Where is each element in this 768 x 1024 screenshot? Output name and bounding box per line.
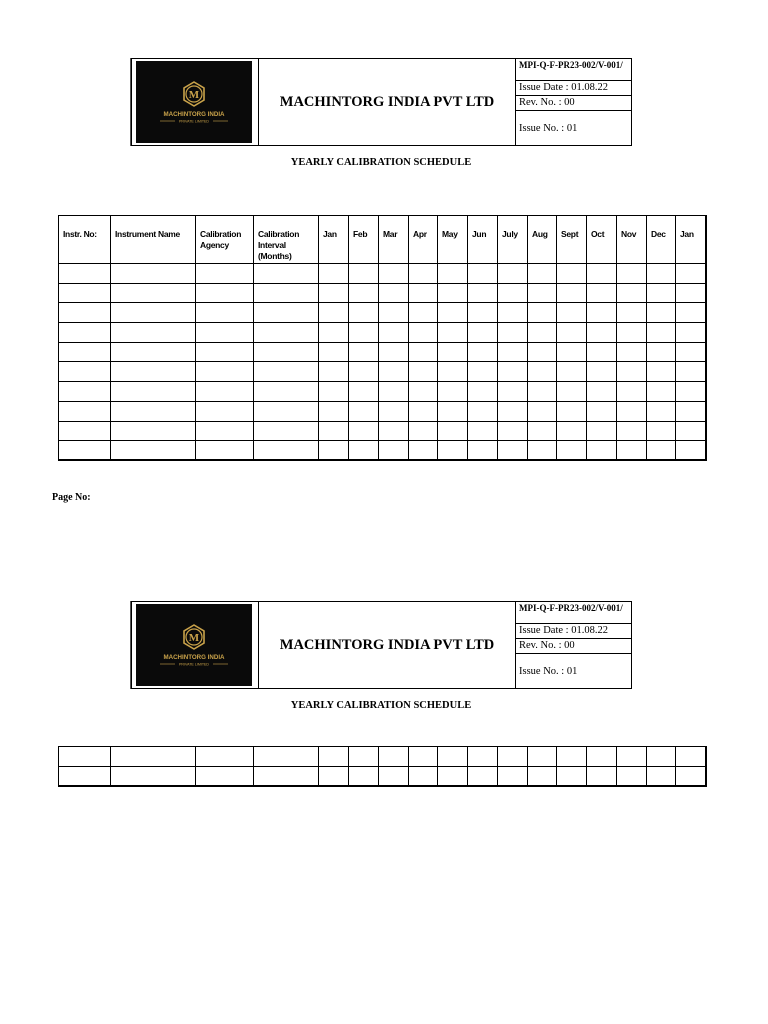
table-cell[interactable]: [468, 441, 498, 461]
table-cell[interactable]: [379, 401, 409, 421]
table-cell[interactable]: [409, 303, 438, 323]
table-cell[interactable]: [409, 766, 438, 786]
table-cell[interactable]: [438, 342, 468, 362]
table-cell[interactable]: [617, 264, 647, 284]
table-cell[interactable]: [196, 362, 254, 382]
table-cell[interactable]: [498, 421, 528, 441]
column-header: Mar: [379, 216, 409, 264]
company-logo: [136, 61, 252, 143]
rev-no: Rev. No. : 00: [516, 96, 631, 111]
table-cell[interactable]: [468, 747, 498, 767]
table-cell[interactable]: [254, 283, 319, 303]
calibration-table-continued: [58, 746, 707, 787]
table-cell[interactable]: [349, 264, 379, 284]
table-cell[interactable]: [59, 323, 111, 343]
table-cell[interactable]: [587, 362, 617, 382]
table-cell[interactable]: [379, 323, 409, 343]
table-cell[interactable]: [676, 362, 706, 382]
company-name: MACHINTORG INDIA PVT LTD: [259, 59, 516, 145]
table-cell[interactable]: [617, 382, 647, 402]
table-cell[interactable]: [557, 342, 587, 362]
table-cell[interactable]: [319, 283, 349, 303]
column-header: Nov: [617, 216, 647, 264]
table-cell[interactable]: [196, 401, 254, 421]
table-cell[interactable]: [111, 401, 196, 421]
table-cell[interactable]: [438, 766, 468, 786]
table-cell[interactable]: [557, 303, 587, 323]
table-cell[interactable]: [617, 766, 647, 786]
table-cell[interactable]: [676, 342, 706, 362]
table-cell[interactable]: [468, 303, 498, 323]
table-cell[interactable]: [349, 323, 379, 343]
document-header: [131, 58, 632, 146]
table-row: [59, 342, 706, 362]
table-cell[interactable]: [587, 382, 617, 402]
table-cell[interactable]: [528, 766, 557, 786]
column-header: Calibration Interval (Months): [254, 216, 319, 264]
table-row: [59, 323, 706, 343]
table-cell[interactable]: [379, 342, 409, 362]
table-cell[interactable]: [557, 421, 587, 441]
table-cell[interactable]: [617, 283, 647, 303]
table-cell[interactable]: [438, 283, 468, 303]
table-cell[interactable]: [409, 441, 438, 461]
column-header: Instrument Name: [111, 216, 196, 264]
table-cell[interactable]: [647, 362, 676, 382]
logo-letter: M: [188, 89, 200, 101]
table-cell[interactable]: [349, 283, 379, 303]
column-header: Jan: [676, 216, 706, 264]
table-cell[interactable]: [254, 421, 319, 441]
table-cell[interactable]: [111, 382, 196, 402]
table-cell[interactable]: [379, 283, 409, 303]
table-cell[interactable]: [59, 766, 111, 786]
calibration-table: [58, 215, 707, 461]
table-cell[interactable]: [59, 421, 111, 441]
table-cell[interactable]: [617, 342, 647, 362]
table-cell[interactable]: [111, 283, 196, 303]
table-cell[interactable]: [438, 747, 468, 767]
table-cell[interactable]: [468, 323, 498, 343]
table-cell[interactable]: [528, 441, 557, 461]
table-cell[interactable]: [676, 323, 706, 343]
table-cell[interactable]: [59, 382, 111, 402]
table-cell[interactable]: [379, 264, 409, 284]
table-cell[interactable]: [468, 382, 498, 402]
table-cell[interactable]: [111, 441, 196, 461]
table-cell[interactable]: [498, 264, 528, 284]
table-cell[interactable]: [676, 264, 706, 284]
table-cell[interactable]: [647, 747, 676, 767]
table-cell[interactable]: [438, 401, 468, 421]
table-cell[interactable]: [319, 401, 349, 421]
table-cell[interactable]: [617, 362, 647, 382]
column-header: Sept: [557, 216, 587, 264]
table-cell[interactable]: [676, 303, 706, 323]
company-name: MACHINTORG INDIA PVT LTD: [259, 602, 516, 688]
table-cell[interactable]: [349, 382, 379, 402]
table-cell[interactable]: [254, 747, 319, 767]
issue-date: Issue Date : 01.08.22: [516, 624, 631, 639]
table-cell[interactable]: [438, 382, 468, 402]
table-cell[interactable]: [409, 342, 438, 362]
table-cell[interactable]: [111, 303, 196, 323]
table-cell[interactable]: [528, 303, 557, 323]
document-meta: [516, 59, 631, 145]
table-cell[interactable]: [498, 323, 528, 343]
table-cell[interactable]: [254, 401, 319, 421]
table-cell[interactable]: [409, 323, 438, 343]
table-cell[interactable]: [587, 421, 617, 441]
table-cell[interactable]: [676, 747, 706, 767]
table-cell[interactable]: [617, 441, 647, 461]
table-cell[interactable]: [647, 421, 676, 441]
table-row: [59, 441, 706, 461]
table-cell[interactable]: [319, 766, 349, 786]
table-cell[interactable]: [59, 283, 111, 303]
table-cell[interactable]: [498, 303, 528, 323]
table-cell[interactable]: [59, 401, 111, 421]
doc-code: MPI-Q-F-PR23-002/V-001/: [516, 59, 631, 81]
table-cell[interactable]: [498, 342, 528, 362]
table-cell[interactable]: [319, 342, 349, 362]
column-header: Dec: [647, 216, 676, 264]
table-row: [59, 264, 706, 284]
table-cell[interactable]: [676, 401, 706, 421]
table-cell[interactable]: [676, 441, 706, 461]
table-cell[interactable]: [319, 264, 349, 284]
column-header: Aug: [528, 216, 557, 264]
table-cell[interactable]: [379, 303, 409, 323]
table-cell[interactable]: [196, 421, 254, 441]
table-cell[interactable]: [676, 421, 706, 441]
table-cell[interactable]: [468, 342, 498, 362]
page-number-label: Page No:: [52, 492, 91, 503]
table-cell[interactable]: [647, 401, 676, 421]
table-cell[interactable]: [557, 441, 587, 461]
table-cell[interactable]: [617, 323, 647, 343]
table-cell[interactable]: [528, 323, 557, 343]
table-cell[interactable]: [647, 283, 676, 303]
table-cell[interactable]: [587, 747, 617, 767]
table-cell[interactable]: [59, 342, 111, 362]
table-cell[interactable]: [379, 747, 409, 767]
table-cell[interactable]: [379, 441, 409, 461]
table-cell[interactable]: [617, 747, 647, 767]
table-cell[interactable]: [676, 283, 706, 303]
table-cell[interactable]: [647, 766, 676, 786]
table-cell[interactable]: [409, 421, 438, 441]
table-cell[interactable]: [196, 283, 254, 303]
table-cell[interactable]: [111, 766, 196, 786]
doc-code: MPI-Q-F-PR23-002/V-001/: [516, 602, 631, 624]
column-header: Feb: [349, 216, 379, 264]
table-cell[interactable]: [111, 421, 196, 441]
table-cell[interactable]: [468, 421, 498, 441]
column-header: July: [498, 216, 528, 264]
table-cell[interactable]: [196, 264, 254, 284]
table-cell[interactable]: [647, 264, 676, 284]
table-cell[interactable]: [528, 747, 557, 767]
column-header: Jan: [319, 216, 349, 264]
table-cell[interactable]: [498, 382, 528, 402]
table-row: [59, 283, 706, 303]
table-row: [59, 747, 706, 767]
table-cell[interactable]: [59, 362, 111, 382]
table-cell[interactable]: [498, 766, 528, 786]
table-cell[interactable]: [111, 264, 196, 284]
table-cell[interactable]: [438, 421, 468, 441]
table-cell[interactable]: [617, 421, 647, 441]
document-header-page-2: [131, 601, 632, 689]
table-cell[interactable]: [587, 342, 617, 362]
column-header: Jun: [468, 216, 498, 264]
table-cell[interactable]: [528, 283, 557, 303]
issue-date: Issue Date : 01.08.22: [516, 81, 631, 96]
table-cell[interactable]: [617, 401, 647, 421]
table-cell[interactable]: [468, 264, 498, 284]
table-cell[interactable]: [528, 382, 557, 402]
rev-no: Rev. No. : 00: [516, 639, 631, 654]
table-row: [59, 382, 706, 402]
table-cell[interactable]: [498, 283, 528, 303]
column-header: May: [438, 216, 468, 264]
table-cell[interactable]: [498, 747, 528, 767]
column-header: Calibration Agency: [196, 216, 254, 264]
table-cell[interactable]: [319, 441, 349, 461]
logo-text: MACHINTORG INDIA: [163, 654, 225, 661]
table-cell[interactable]: [438, 323, 468, 343]
table-cell[interactable]: [498, 362, 528, 382]
table-cell[interactable]: [409, 401, 438, 421]
table-cell[interactable]: [528, 264, 557, 284]
table-cell[interactable]: [557, 382, 587, 402]
table-cell[interactable]: [349, 362, 379, 382]
table-cell[interactable]: [349, 303, 379, 323]
table-cell[interactable]: [111, 747, 196, 767]
table-cell[interactable]: [379, 421, 409, 441]
table-cell[interactable]: [468, 766, 498, 786]
table-cell[interactable]: [254, 766, 319, 786]
issue-no: Issue No. : 01: [519, 122, 578, 134]
table-cell[interactable]: [254, 362, 319, 382]
table-cell[interactable]: [254, 264, 319, 284]
table-cell[interactable]: [196, 441, 254, 461]
table-cell[interactable]: [587, 283, 617, 303]
table-cell[interactable]: [528, 401, 557, 421]
logo-subtext: PRIVATE LIMITED: [178, 662, 210, 667]
table-cell[interactable]: [349, 401, 379, 421]
table-header-row: [59, 216, 706, 264]
table-cell[interactable]: [349, 342, 379, 362]
table-cell[interactable]: [498, 401, 528, 421]
table-cell[interactable]: [587, 766, 617, 786]
table-cell[interactable]: [647, 342, 676, 362]
table-cell[interactable]: [111, 323, 196, 343]
issue-no: Issue No. : 01: [519, 665, 578, 677]
table-cell[interactable]: [587, 303, 617, 323]
table-cell[interactable]: [196, 766, 254, 786]
table-cell[interactable]: [468, 283, 498, 303]
table-row: [59, 401, 706, 421]
table-cell[interactable]: [528, 362, 557, 382]
table-cell[interactable]: [111, 362, 196, 382]
table-cell[interactable]: [438, 441, 468, 461]
table-cell[interactable]: [647, 382, 676, 402]
table-cell[interactable]: [196, 747, 254, 767]
table-cell[interactable]: [111, 342, 196, 362]
logo-emblem-icon: [136, 61, 252, 145]
document-meta: [516, 602, 631, 688]
table-cell[interactable]: [319, 303, 349, 323]
table-cell[interactable]: [438, 264, 468, 284]
table-cell[interactable]: [557, 264, 587, 284]
table-cell[interactable]: [196, 303, 254, 323]
table-cell[interactable]: [557, 362, 587, 382]
table-cell[interactable]: [409, 362, 438, 382]
table-cell[interactable]: [254, 382, 319, 402]
table-cell[interactable]: [319, 747, 349, 767]
table-cell[interactable]: [319, 323, 349, 343]
table-cell[interactable]: [349, 441, 379, 461]
table-cell[interactable]: [557, 323, 587, 343]
table-cell[interactable]: [59, 747, 111, 767]
table-row: [59, 362, 706, 382]
table-cell[interactable]: [59, 303, 111, 323]
table-cell[interactable]: [349, 747, 379, 767]
table-cell[interactable]: [59, 264, 111, 284]
table-cell[interactable]: [647, 303, 676, 323]
table-cell[interactable]: [587, 441, 617, 461]
table-cell[interactable]: [409, 747, 438, 767]
table-cell[interactable]: [528, 342, 557, 362]
table-cell[interactable]: [254, 323, 319, 343]
table-cell[interactable]: [468, 401, 498, 421]
table-cell[interactable]: [349, 421, 379, 441]
table-cell[interactable]: [196, 323, 254, 343]
table-cell[interactable]: [498, 441, 528, 461]
page-title: YEARLY CALIBRATION SCHEDULE: [290, 700, 472, 711]
table-cell[interactable]: [647, 441, 676, 461]
table-cell[interactable]: [319, 362, 349, 382]
table-cell[interactable]: [409, 382, 438, 402]
company-logo: [136, 604, 252, 686]
column-header: Instr. No:: [59, 216, 111, 264]
column-header: Oct: [587, 216, 617, 264]
table-cell[interactable]: [349, 766, 379, 786]
logo-letter: M: [188, 632, 200, 644]
table-cell[interactable]: [587, 323, 617, 343]
table-row: [59, 766, 706, 786]
table-row: [59, 303, 706, 323]
table-cell[interactable]: [196, 342, 254, 362]
table-cell[interactable]: [587, 264, 617, 284]
table-cell[interactable]: [528, 421, 557, 441]
table-cell[interactable]: [557, 283, 587, 303]
table-cell[interactable]: [379, 766, 409, 786]
table-cell[interactable]: [319, 382, 349, 402]
logo-subtext: PRIVATE LIMITED: [178, 119, 210, 124]
table-cell[interactable]: [468, 362, 498, 382]
logo-text: MACHINTORG INDIA: [163, 111, 225, 118]
logo-emblem-icon: [136, 604, 252, 688]
table-cell[interactable]: [557, 401, 587, 421]
table-cell[interactable]: [438, 362, 468, 382]
table-cell[interactable]: [254, 441, 319, 461]
table-cell[interactable]: [438, 303, 468, 323]
table-cell[interactable]: [379, 382, 409, 402]
table-cell[interactable]: [254, 342, 319, 362]
table-cell[interactable]: [617, 303, 647, 323]
table-cell[interactable]: [587, 401, 617, 421]
table-cell[interactable]: [379, 362, 409, 382]
table-cell[interactable]: [59, 441, 111, 461]
table-cell[interactable]: [647, 323, 676, 343]
table-cell[interactable]: [319, 421, 349, 441]
table-cell[interactable]: [409, 283, 438, 303]
table-cell[interactable]: [409, 264, 438, 284]
table-cell[interactable]: [557, 747, 587, 767]
table-cell[interactable]: [676, 766, 706, 786]
table-cell[interactable]: [676, 382, 706, 402]
column-header: Apr: [409, 216, 438, 264]
table-row: [59, 421, 706, 441]
table-cell[interactable]: [557, 766, 587, 786]
page-title: YEARLY CALIBRATION SCHEDULE: [290, 157, 472, 168]
table-cell[interactable]: [254, 303, 319, 323]
table-cell[interactable]: [196, 382, 254, 402]
